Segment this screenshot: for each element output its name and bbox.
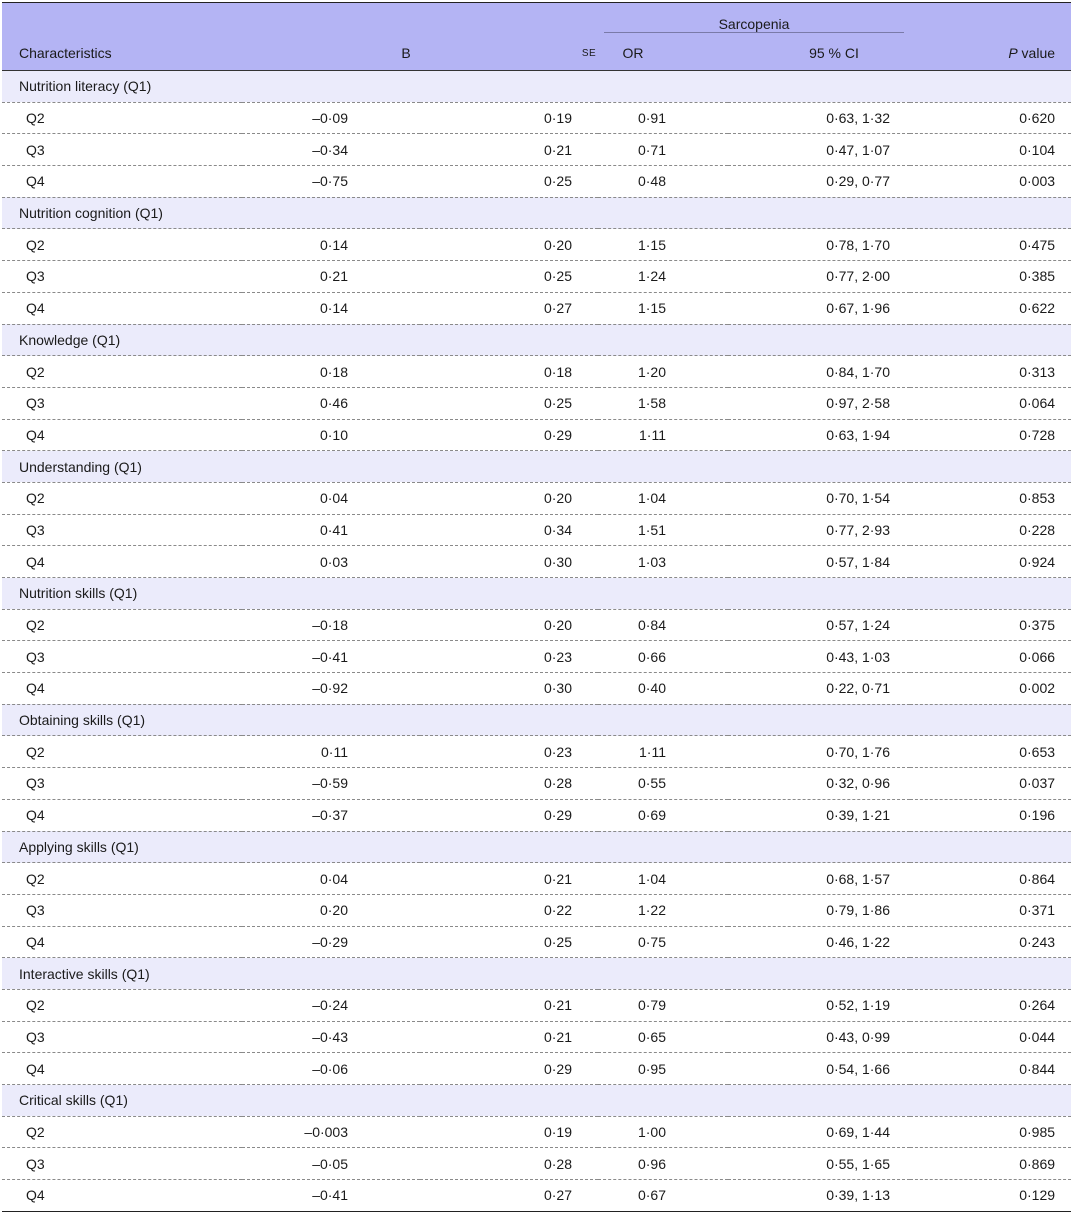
p-value-cell: 0·853 <box>910 482 1071 514</box>
table-row <box>2 1053 1071 1085</box>
col-header-b: B <box>242 38 420 71</box>
quartile-cell: Q4 <box>2 166 242 198</box>
table-row <box>2 419 1071 451</box>
ci-cell: 0·70, 1·54 <box>728 482 910 514</box>
quartile-cell: Q4 <box>2 1053 242 1085</box>
quartile-cell: Q2 <box>2 863 242 895</box>
ci-cell: 0·63, 1·32 <box>728 102 910 134</box>
or-cell: 1·22 <box>598 894 728 926</box>
se-cell: 0·21 <box>420 134 598 166</box>
p-value-cell: 0·129 <box>910 1180 1071 1212</box>
table-row <box>2 166 1071 198</box>
b-cell: –0·37 <box>242 799 420 831</box>
ci-cell: 0·39, 1·21 <box>728 799 910 831</box>
section-row <box>2 71 1071 103</box>
table-row <box>2 609 1071 641</box>
p-value-cell: 0·243 <box>910 926 1071 958</box>
or-cell: 0·66 <box>598 641 728 673</box>
section-label: Applying skills (Q1) <box>2 831 1071 863</box>
table-row <box>2 863 1071 895</box>
table-row <box>2 1148 1071 1180</box>
table-row <box>2 641 1071 673</box>
b-cell: –0·06 <box>242 1053 420 1085</box>
p-value-cell: 0·985 <box>910 1116 1071 1148</box>
or-cell: 1·15 <box>598 229 728 261</box>
or-cell: 1·58 <box>598 387 728 419</box>
se-cell: 0·25 <box>420 926 598 958</box>
or-cell: 1·00 <box>598 1116 728 1148</box>
or-cell: 0·69 <box>598 799 728 831</box>
p-value-cell: 0·228 <box>910 514 1071 546</box>
se-cell: 0·25 <box>420 166 598 198</box>
se-cell: 0·28 <box>420 768 598 800</box>
table-row <box>2 989 1071 1021</box>
ci-cell: 0·97, 2·58 <box>728 387 910 419</box>
ci-cell: 0·32, 0·96 <box>728 768 910 800</box>
or-cell: 1·15 <box>598 292 728 324</box>
ci-cell: 0·57, 1·84 <box>728 546 910 578</box>
ci-cell: 0·46, 1·22 <box>728 926 910 958</box>
b-cell: 0·46 <box>242 387 420 419</box>
table-row <box>2 799 1071 831</box>
p-value-cell: 0·844 <box>910 1053 1071 1085</box>
b-cell: 0·18 <box>242 356 420 388</box>
section-label: Nutrition literacy (Q1) <box>2 71 1071 103</box>
b-cell: 0·20 <box>242 894 420 926</box>
or-cell: 0·91 <box>598 102 728 134</box>
quartile-cell: Q3 <box>2 1148 242 1180</box>
p-value-cell: 0·104 <box>910 134 1071 166</box>
se-cell: 0·20 <box>420 482 598 514</box>
se-cell: 0·25 <box>420 261 598 293</box>
se-cell: 0·21 <box>420 989 598 1021</box>
quartile-cell: Q4 <box>2 799 242 831</box>
or-cell: 0·95 <box>598 1053 728 1085</box>
or-cell: 1·04 <box>598 482 728 514</box>
ci-cell: 0·55, 1·65 <box>728 1148 910 1180</box>
ci-cell: 0·43, 1·03 <box>728 641 910 673</box>
se-cell: 0·21 <box>420 863 598 895</box>
table-row <box>2 387 1071 419</box>
or-cell: 1·11 <box>598 419 728 451</box>
se-cell: 0·18 <box>420 356 598 388</box>
ci-cell: 0·79, 1·86 <box>728 894 910 926</box>
section-row <box>2 704 1071 736</box>
b-cell: –0·41 <box>242 641 420 673</box>
b-cell: –0·92 <box>242 673 420 705</box>
table-row <box>2 102 1071 134</box>
p-value-cell: 0·264 <box>910 989 1071 1021</box>
p-value-cell: 0·620 <box>910 102 1071 134</box>
p-value-cell: 0·924 <box>910 546 1071 578</box>
sarcopenia-label: Sarcopenia <box>718 16 790 32</box>
quartile-cell: Q3 <box>2 387 242 419</box>
quartile-cell: Q2 <box>2 229 242 261</box>
se-cell: 0·34 <box>420 514 598 546</box>
se-cell: 0·19 <box>420 1116 598 1148</box>
b-cell: –0·05 <box>242 1148 420 1180</box>
quartile-cell: Q2 <box>2 736 242 768</box>
table-row <box>2 736 1071 768</box>
quartile-cell: Q4 <box>2 1180 242 1212</box>
table-header <box>2 3 1071 71</box>
or-cell: 0·96 <box>598 1148 728 1180</box>
header-row-group <box>2 3 1071 39</box>
col-header-or: OR <box>598 38 728 71</box>
se-cell: 0·30 <box>420 546 598 578</box>
quartile-cell: Q3 <box>2 1021 242 1053</box>
p-value-cell: 0·313 <box>910 356 1071 388</box>
quartile-cell: Q2 <box>2 482 242 514</box>
b-cell: 0·41 <box>242 514 420 546</box>
b-cell: –0·003 <box>242 1116 420 1148</box>
b-cell: 0·04 <box>242 482 420 514</box>
p-value-cell: 0·864 <box>910 863 1071 895</box>
section-label: Nutrition skills (Q1) <box>2 578 1071 610</box>
section-label: Critical skills (Q1) <box>2 1085 1071 1117</box>
ci-cell: 0·63, 1·94 <box>728 419 910 451</box>
ci-cell: 0·57, 1·24 <box>728 609 910 641</box>
b-cell: –0·24 <box>242 989 420 1021</box>
sarcopenia-group-header <box>598 3 910 39</box>
se-cell: 0·25 <box>420 387 598 419</box>
ci-cell: 0·47, 1·07 <box>728 134 910 166</box>
se-cell: 0·20 <box>420 609 598 641</box>
b-cell: 0·03 <box>242 546 420 578</box>
b-cell: 0·10 <box>242 419 420 451</box>
ci-cell: 0·78, 1·70 <box>728 229 910 261</box>
b-cell: –0·59 <box>242 768 420 800</box>
p-value-cell: 0·066 <box>910 641 1071 673</box>
ci-cell: 0·77, 2·00 <box>728 261 910 293</box>
b-cell: 0·04 <box>242 863 420 895</box>
p-value-cell: 0·869 <box>910 1148 1071 1180</box>
table-row <box>2 292 1071 324</box>
table-row <box>2 894 1071 926</box>
ci-cell: 0·68, 1·57 <box>728 863 910 895</box>
p-value-cell: 0·064 <box>910 387 1071 419</box>
p-value-cell: 0·622 <box>910 292 1071 324</box>
section-label: Obtaining skills (Q1) <box>2 704 1071 736</box>
or-cell: 1·03 <box>598 546 728 578</box>
p-value-cell: 0·728 <box>910 419 1071 451</box>
table-row <box>2 673 1071 705</box>
table-row <box>2 514 1071 546</box>
table-row <box>2 546 1071 578</box>
or-cell: 1·51 <box>598 514 728 546</box>
table-row <box>2 134 1071 166</box>
or-cell: 0·40 <box>598 673 728 705</box>
quartile-cell: Q3 <box>2 641 242 673</box>
p-value-cell: 0·375 <box>910 609 1071 641</box>
ci-cell: 0·54, 1·66 <box>728 1053 910 1085</box>
col-header-se: SE <box>420 38 598 71</box>
ci-cell: 0·39, 1·13 <box>728 1180 910 1212</box>
quartile-cell: Q2 <box>2 989 242 1021</box>
header-row-columns <box>2 38 1071 71</box>
p-value-cell: 0·037 <box>910 768 1071 800</box>
ci-cell: 0·84, 1·70 <box>728 356 910 388</box>
b-cell: –0·18 <box>242 609 420 641</box>
se-cell: 0·28 <box>420 1148 598 1180</box>
b-cell: –0·41 <box>242 1180 420 1212</box>
b-cell: 0·11 <box>242 736 420 768</box>
ci-cell: 0·69, 1·44 <box>728 1116 910 1148</box>
quartile-cell: Q2 <box>2 1116 242 1148</box>
quartile-cell: Q4 <box>2 419 242 451</box>
se-cell: 0·19 <box>420 102 598 134</box>
b-cell: –0·09 <box>242 102 420 134</box>
section-label: Knowledge (Q1) <box>2 324 1071 356</box>
section-row <box>2 958 1071 990</box>
or-cell: 0·75 <box>598 926 728 958</box>
table-row <box>2 356 1071 388</box>
regression-table <box>2 2 1071 1212</box>
section-label: Interactive skills (Q1) <box>2 958 1071 990</box>
or-cell: 1·24 <box>598 261 728 293</box>
quartile-cell: Q3 <box>2 134 242 166</box>
p-value-cell: 0·003 <box>910 166 1071 198</box>
quartile-cell: Q2 <box>2 609 242 641</box>
b-cell: 0·14 <box>242 229 420 261</box>
p-value-cell: 0·653 <box>910 736 1071 768</box>
table-row <box>2 261 1071 293</box>
or-cell: 1·20 <box>598 356 728 388</box>
quartile-cell: Q4 <box>2 292 242 324</box>
p-value-cell: 0·385 <box>910 261 1071 293</box>
table-body <box>2 71 1071 1212</box>
b-cell: 0·14 <box>242 292 420 324</box>
ci-cell: 0·22, 0·71 <box>728 673 910 705</box>
se-cell: 0·21 <box>420 1021 598 1053</box>
ci-cell: 0·67, 1·96 <box>728 292 910 324</box>
quartile-cell: Q4 <box>2 673 242 705</box>
se-cell: 0·29 <box>420 419 598 451</box>
p-value-cell: 0·196 <box>910 799 1071 831</box>
section-label: Nutrition cognition (Q1) <box>2 197 1071 229</box>
ci-cell: 0·29, 0·77 <box>728 166 910 198</box>
table-row <box>2 482 1071 514</box>
ci-cell: 0·70, 1·76 <box>728 736 910 768</box>
col-header-p-value <box>910 38 1071 71</box>
table-row <box>2 229 1071 261</box>
se-cell: 0·27 <box>420 292 598 324</box>
b-cell: –0·75 <box>242 166 420 198</box>
se-cell: 0·23 <box>420 641 598 673</box>
se-cell: 0·20 <box>420 229 598 261</box>
se-cell: 0·29 <box>420 1053 598 1085</box>
se-cell: 0·30 <box>420 673 598 705</box>
table-row <box>2 926 1071 958</box>
table-row <box>2 768 1071 800</box>
quartile-cell: Q3 <box>2 261 242 293</box>
quartile-cell: Q4 <box>2 546 242 578</box>
or-cell: 0·55 <box>598 768 728 800</box>
section-row <box>2 451 1071 483</box>
p-value-cell: 0·371 <box>910 894 1071 926</box>
or-cell: 0·67 <box>598 1180 728 1212</box>
section-label: Understanding (Q1) <box>2 451 1071 483</box>
b-cell: –0·34 <box>242 134 420 166</box>
group-underline <box>604 32 904 33</box>
or-cell: 0·84 <box>598 609 728 641</box>
p-letter: P <box>1008 45 1018 61</box>
col-header-ci: 95 % CI <box>728 38 910 71</box>
quartile-cell: Q3 <box>2 514 242 546</box>
table-row <box>2 1021 1071 1053</box>
table-row <box>2 1116 1071 1148</box>
ci-cell: 0·77, 2·93 <box>728 514 910 546</box>
quartile-cell: Q3 <box>2 768 242 800</box>
p-value-cell: 0·002 <box>910 673 1071 705</box>
ci-cell: 0·52, 1·19 <box>728 989 910 1021</box>
or-cell: 1·04 <box>598 863 728 895</box>
se-cell: 0·27 <box>420 1180 598 1212</box>
section-row <box>2 831 1071 863</box>
section-row <box>2 197 1071 229</box>
section-row <box>2 1085 1071 1117</box>
b-cell: 0·21 <box>242 261 420 293</box>
p-value-word: value <box>1017 45 1056 61</box>
or-cell: 0·65 <box>598 1021 728 1053</box>
or-cell: 1·11 <box>598 736 728 768</box>
ci-cell: 0·43, 0·99 <box>728 1021 910 1053</box>
section-row <box>2 324 1071 356</box>
quartile-cell: Q4 <box>2 926 242 958</box>
p-value-cell: 0·475 <box>910 229 1071 261</box>
table-row <box>2 1180 1071 1212</box>
se-cell: 0·29 <box>420 799 598 831</box>
quartile-cell: Q2 <box>2 102 242 134</box>
section-row <box>2 578 1071 610</box>
b-cell: –0·29 <box>242 926 420 958</box>
col-header-characteristics: Characteristics <box>2 38 242 71</box>
quartile-cell: Q2 <box>2 356 242 388</box>
or-cell: 0·79 <box>598 989 728 1021</box>
or-cell: 0·48 <box>598 166 728 198</box>
b-cell: –0·43 <box>242 1021 420 1053</box>
quartile-cell: Q3 <box>2 894 242 926</box>
or-cell: 0·71 <box>598 134 728 166</box>
se-cell: 0·22 <box>420 894 598 926</box>
se-cell: 0·23 <box>420 736 598 768</box>
p-value-cell: 0·044 <box>910 1021 1071 1053</box>
